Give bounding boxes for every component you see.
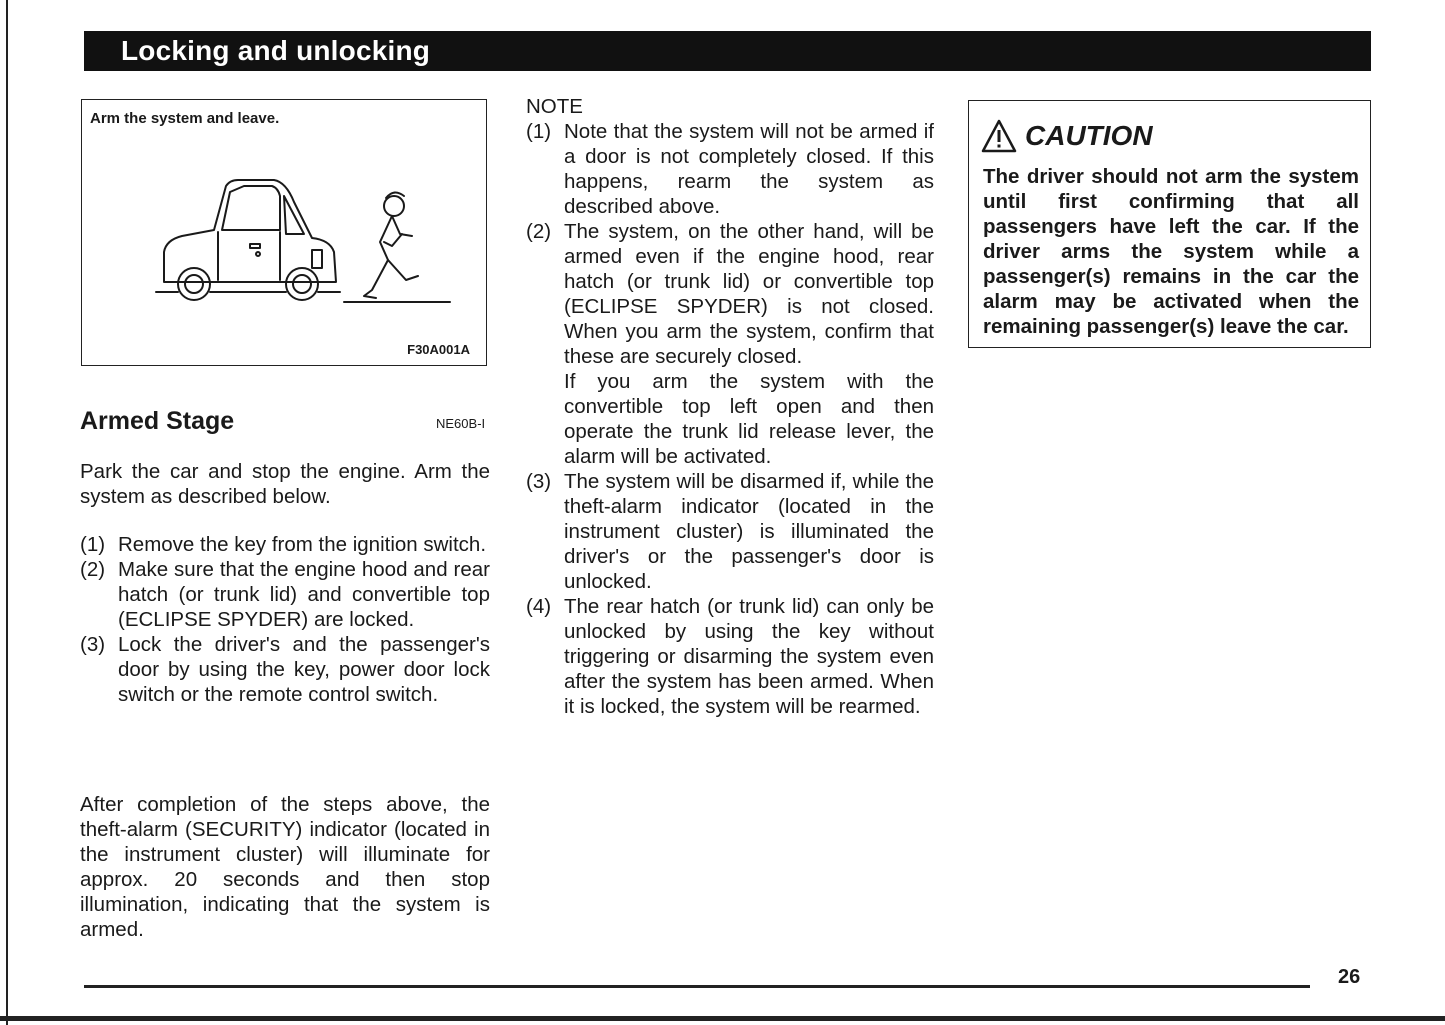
caution-text: The driver should not arm the system until first confirming that all passengers have left the car. If the driver arms the system while a passenger(s) remains in the car the alarm may be activated when the remaining passenger(s) leave the car. [983, 165, 1359, 338]
figure-caption: Arm the system and leave. [90, 110, 280, 127]
note-text: The rear hatch (or trunk lid) can only be unlocked by using the key without triggering or disarming the system even after the system has been armed. When it is locked, the system will be rearmed. [564, 595, 934, 718]
footer-rule [84, 985, 1310, 988]
note-text: The system will be disarmed if, while the theft-alarm indicator (located in the instrument cluster) is illuminated the driver's or the passenger's door is unlocked. [564, 470, 934, 593]
list-item [526, 119, 934, 219]
step-text: Lock the driver's and the passenger's door by using the key, power door lock switch or the remote control switch. [118, 633, 490, 706]
page-left-edge [6, 0, 8, 1025]
note-number: (2) [526, 220, 552, 243]
step-number: (2) [80, 558, 106, 581]
note-number: (3) [526, 470, 552, 493]
caution-header [981, 119, 1153, 153]
step-number: (3) [80, 633, 106, 656]
header-bar [84, 31, 1371, 71]
page-number: 26 [1338, 966, 1361, 988]
intro-paragraph [80, 459, 490, 509]
section-title: Armed Stage [80, 407, 235, 435]
steps-list [80, 532, 490, 707]
page-bottom-edge [0, 1016, 1445, 1021]
page-title: Locking and unlocking [121, 35, 431, 66]
note-list [526, 119, 934, 719]
step-text: Remove the key from the ignition switch. [118, 533, 487, 556]
list-item [526, 469, 934, 594]
note-extra-text: If you arm the system with the convertible top left open and then operate the trunk lid release lever, the alarm will be activated. [564, 370, 934, 468]
note-text: Note that the system will not be armed if a door is not completely closed. If this happens, rearm the system as described above. [564, 120, 934, 218]
caution-label: CAUTION [1025, 120, 1153, 151]
after-paragraph [80, 792, 490, 942]
figure-box [81, 99, 487, 366]
after-text: After completion of the steps above, the theft-alarm (SECURITY) indicator (located in the instrument cluster) will illuminate for approx. 20 seconds and then stop illumination, indicating that the system is armed. [80, 793, 490, 941]
caution-box [968, 100, 1371, 348]
figure-code: F30A001A [407, 342, 470, 357]
note-section [526, 94, 934, 719]
list-item [80, 632, 490, 707]
note-text: The system, on the other hand, will be armed even if the engine hood, rear hatch (or trunk lid) or convertible top (ECLIPSE SPYDER) is not closed. When you arm the system, confirm that these are securely closed. [564, 220, 934, 368]
step-text: Make sure that the engine hood and rear hatch (or trunk lid) and convertible top (ECLIPSE SPYDER) are locked. [118, 558, 490, 631]
note-number: (4) [526, 595, 552, 618]
step-number: (1) [80, 533, 106, 556]
note-number: (1) [526, 120, 552, 143]
list-item [80, 557, 490, 632]
section-code: NE60B-I [436, 416, 486, 431]
list-item [526, 594, 934, 719]
list-item [80, 532, 490, 557]
warning-triangle-icon [981, 119, 1017, 153]
intro-text: Park the car and stop the engine. Arm the system as described below. [80, 460, 490, 508]
list-item [526, 219, 934, 469]
note-heading: NOTE [526, 95, 583, 118]
car-and-person-illustration [154, 172, 454, 322]
